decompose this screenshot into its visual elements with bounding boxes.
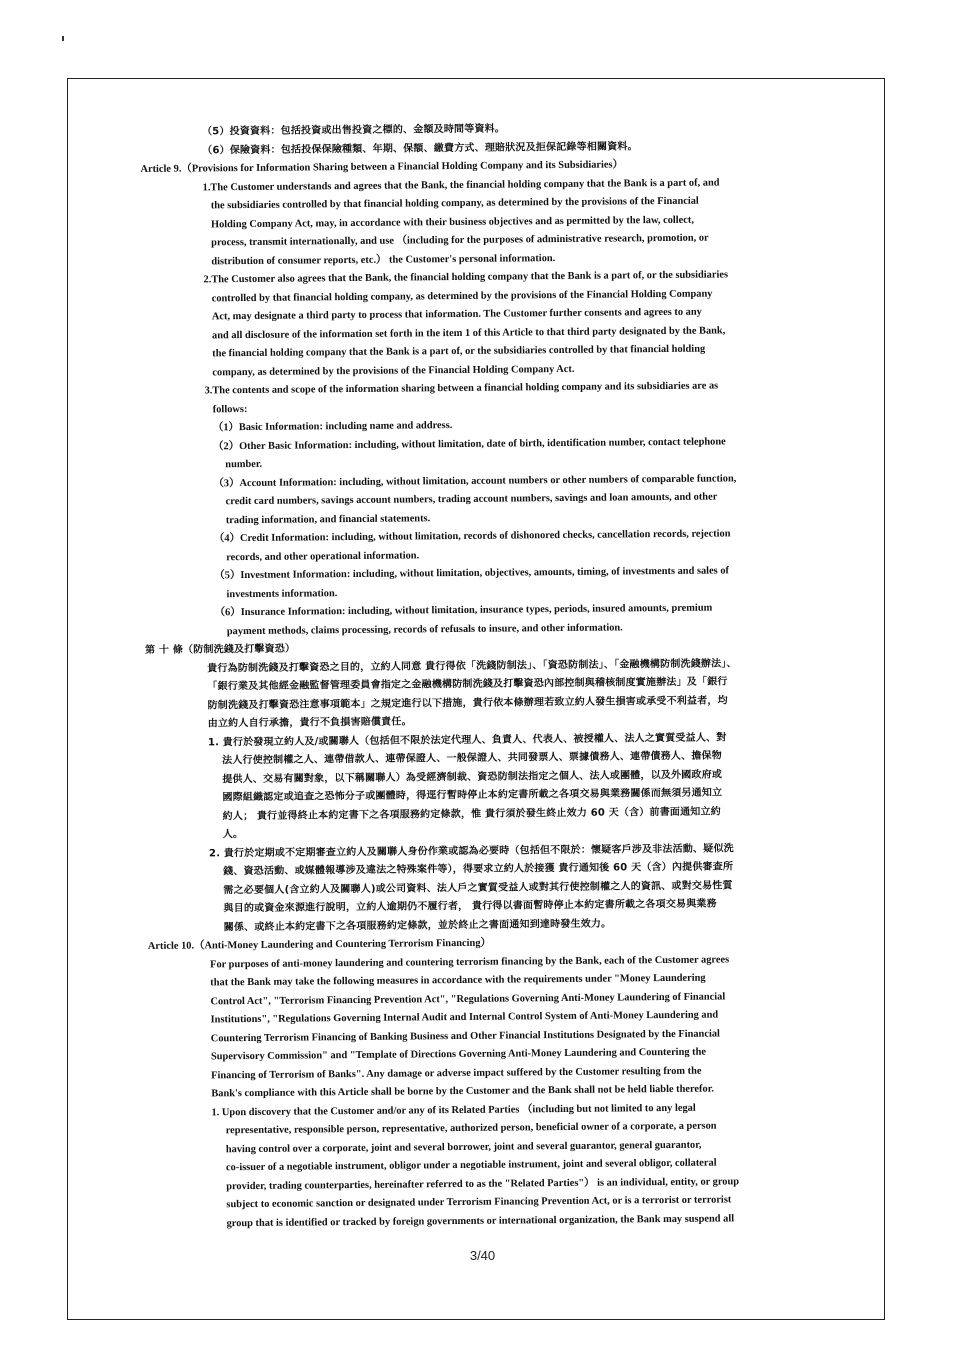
text-line: Control Act", "Terrorism Financing Prevention Act", "Regulations Governing Anti-Money Laundering of Financial — [210, 990, 726, 1007]
article-heading: Article 9.（Provisions for Information Sharing between a Financial Holding Company and its Subsidiaries） — [140, 159, 624, 175]
text-line: For purposes of anti-money laundering and countering terrorism financing by the Bank, each of the Customer agrees — [210, 953, 730, 970]
text-line: Holding Company Act, may, in accordance with their business objectives and as permitted by the law, collect, — [210, 214, 694, 230]
list-item: （1）Basic Information: including name and address. — [212, 420, 453, 434]
text-line: 防制洗錢及打擊資恐注意事項範本」之規定進行以下措施，貴行依本條辦理若致立約人發生損害或承受不利益者，均 — [207, 694, 728, 711]
text-line: payment methods, claims processing, records of refusals to insure, and other information. — [226, 621, 623, 637]
list-item: （2）Other Basic Information: including, without limitation, date of birth, identification number, contact telephone — [213, 435, 726, 452]
text-line: Act, may designate a third party to process that information. The Customer further consents and agrees to any — [211, 306, 702, 323]
list-item: （6）Insurance Information: including, without limitation, insurance types, periods, insured amounts, premium — [214, 602, 713, 619]
text-line: having control over a corporate, joint and several borrower, joint and several guarantor, general guarantor, — [225, 1139, 702, 1155]
text-line: credit card numbers, savings account numbers, trading account numbers, savings and loan amounts, and other — [225, 491, 718, 508]
text-line: 關係、或終止本約定書下之各項服務約定條款，並於終止之書面通知到達時發生效力。 — [223, 918, 612, 933]
text-line: 錢、資恐活動、或媒體報導涉及違法之特殊案件等），得要求立約人於接獲 貴行通知後 60 天（含）內提供審查所 — [223, 861, 734, 878]
text-line: 國際組織認定或追查之恐怖分子或團體時，得逕行暫時停止本約定書所載之各項交易與業務關係而無須另通知立 — [222, 787, 723, 804]
list-item: （5）Investment Information: including, without limitation, objectives, amounts, timing, of investments and sales of — [214, 565, 730, 582]
text-line: number. — [225, 458, 263, 471]
text-line: 由立約人自行承擔，貴行不負損害賠償責任。 — [207, 716, 412, 730]
text-line: 人。 — [222, 829, 244, 841]
text-line: 1.The Customer understands and agrees that the Bank, the financial holding company that the Bank is a part of, and — [202, 176, 720, 193]
text-line: that the Bank may take the following measures in accordance with the requirements under "Money Laundering — [210, 972, 706, 989]
text-line: trading information, and financial statements. — [225, 512, 431, 526]
text-line: Institutions", "Regulations Governing Internal Audit and Internal Control System of Anti-Money Laundering and — [210, 1009, 719, 1026]
text-line: the financial holding company that the Bank is a part of, or the subsidiaries controlled by that financial holding — [212, 343, 706, 360]
list-item: 1. 貴行於發現立約人及/或關聯人（包括但不限於法定代理人、負責人、代表人、被授權人、法人之實質受益人、對 — [207, 731, 727, 748]
text-line: Financing of Terrorism of Banks". Any damage or adverse impact suffered by the Customer resulting from the — [211, 1065, 702, 1081]
text-line: records, and other operational information. — [226, 549, 420, 563]
text-line: （5）投資資料：包括投資或出售投資之標的、金額及時間等資料。 — [202, 123, 506, 138]
text-line: distribution of consumer reports, etc.） the Customer's personal information. — [211, 252, 556, 267]
list-item: （3）Account Information: including, without limitation, account numbers or other numbers of comparable function, — [213, 472, 737, 489]
text-line: representative, responsible person, representative, authorized person, beneficial owner of a corporate, a person — [225, 1120, 717, 1137]
text-line: Countering Terrorism Financing of Banking Business and Other Financial Institutions Designated by the Financial — [210, 1027, 720, 1044]
text-line: 法人行使控制權之人、連帶借款人、連帶保證人、一般保證人、共同發票人、票據債務人、連帶債務人、擔保物 — [222, 750, 722, 767]
article-heading: 第 十 條（防制洗錢及打擊資恐） — [145, 643, 296, 656]
text-line: process, transmit internationally, and use （including for the purposes of administrative research, promotion, or — [211, 232, 709, 249]
list-item: 2. 貴行於定期或不定期審查立約人及關聯人身份作業或認為必要時（包括但不限於：懷疑客戶涉及非法活動、疑似洗 — [208, 842, 734, 859]
text-line: provider, trading counterparties, hereinafter referred to as the "Related Parties"） is an individual, entity, or group — [226, 1175, 740, 1192]
text-line: investments information. — [226, 587, 338, 600]
text-line: 3.The contents and scope of the information sharing between a financial holding company and its subsidiaries are as — [204, 380, 719, 397]
text-line: 與目的或資金來源進行說明，立約人逾期仍不履行者， 貴行得以書面暫時停止本約定書所載之各項交易與業務 — [223, 898, 717, 915]
scan-mark — [62, 36, 64, 41]
text-line: group that is identified or tracked by foreign governments or international organization, the Bank may suspend all — [226, 1212, 735, 1229]
text-line: 約人； 貴行並得終止本約定書下之各項服務約定條款，惟 貴行須於發生終止效力 60 天（含）前書面通知立約 — [222, 805, 721, 822]
article-heading: Article 10.（Anti-Money Laundering and Countering Terrorism Financing） — [147, 937, 491, 952]
text-line: co-issuer of a negotiable instrument, obligor under a negotiable instrument, joint and several obligor, collateral — [225, 1157, 717, 1174]
text-line: Supervisory Commission" and "Template of Directions Governing Anti-Money Laundering and Countering the — [210, 1046, 707, 1063]
text-line: company, as determined by the provisions of the Financial Holding Company Act. — [212, 363, 575, 378]
list-item: （4）Credit Information: including, without limitation, records of dishonored checks, cancellation records, rejection — [213, 528, 731, 545]
page-number: 3/40 — [469, 1248, 496, 1263]
text-line: follows: — [212, 403, 248, 415]
text-line: 「銀行業及其他經金融監督管理委員會指定之金融機構防制洗錢及打擊資恐內部控制與稽核制度實施辦法」及「銀行 — [207, 676, 728, 693]
list-item: 1. Upon discovery that the Customer and/or any of its Related Parties （including but not limited to any legal — [211, 1102, 696, 1118]
text-line: 貴行為防制洗錢及打擊資恐之目的，立約人同意 貴行得依「洗錢防制法」、「資恐防制法」、「金融機構防制洗錢辦法」、 — [207, 657, 737, 674]
text-line: 需之必要個人(含立約人及關聯人)或公司資料、法人戶之實質受益人或對其行使控制權之人的資訊、或對交易性質 — [223, 879, 733, 896]
text-line: 2.The Customer also agrees that the Bank, the financial holding company that the Bank is a part of, or the subsidiaries — [203, 269, 729, 286]
text-line: subject to economic sanction or designated under Terrorism Financing Prevention Act, or is a terrorist or terrorist — [226, 1194, 732, 1211]
text-line: controlled by that financial holding company, as determined by the provisions of the Financial Holding Company — [211, 288, 713, 304]
text-line: the subsidiaries controlled by that financial holding company, as determined by the provisions of the Financial — [210, 195, 699, 212]
text-line: （6）保險資料：包括投保保險種類、年期、保額、繳費方式、理賠狀況及拒保記錄等相關資料。 — [202, 140, 638, 156]
document-body — [140, 117, 857, 1234]
text-line: Bank's compliance with this Article shall be borne by the Customer and the Bank shall not be held liable therefor. — [211, 1083, 714, 1100]
text-line: 提供人、交易有關對象，以下稱關聯人）為受經濟制裁、資恐防制法指定之個人、法人或團體，以及外國政府或 — [222, 768, 723, 785]
text-line: and all disclosure of the information set forth in the item 1 of this Article to that third party designated by the Bank, — [211, 324, 726, 341]
